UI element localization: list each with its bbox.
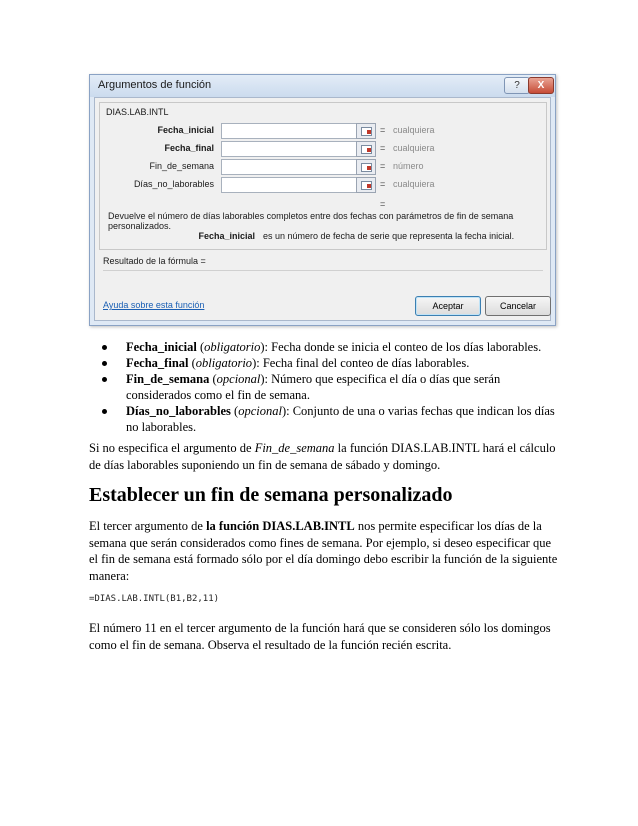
result-equals: = (380, 199, 386, 209)
formula-result: Resultado de la fórmula = (103, 256, 206, 266)
divider (103, 270, 543, 271)
arg-value-fecha-inicial: cualquiera (393, 125, 435, 135)
list-item: Fecha_inicial (obligatorio): Fecha donde se inicia el conteo de los días laborables. (100, 339, 560, 355)
range-select-icon[interactable] (356, 159, 376, 175)
arg-equals: = (380, 143, 386, 153)
arg-label-fecha-inicial: Fecha_inicial (157, 125, 214, 135)
list-item: Fecha_final (obligatorio): Fecha final del conteo de días laborables. (100, 355, 560, 371)
para1-part-a: Si no especifica el argumento de (89, 441, 255, 455)
close-icon[interactable]: X (528, 77, 554, 94)
function-description: Devuelve el número de días laborables completos entre dos fechas con parámetros de fin de semana personalizados. (108, 211, 514, 231)
help-icon[interactable]: ? (504, 77, 530, 94)
bullet-text: Fecha donde se inicia el conteo de los días laborables. (271, 340, 542, 354)
paragraph-third-argument (89, 518, 559, 584)
arg-label-fin-de-semana: Fin_de_semana (149, 161, 214, 171)
bullet-text: Fecha final del conteo de días laborables. (262, 356, 470, 370)
bullet-name: Días_no_laborables (126, 404, 231, 418)
arguments-group (99, 102, 547, 250)
fin-de-semana-input[interactable] (221, 159, 357, 175)
arg-label-fecha-final: Fecha_final (164, 143, 214, 153)
bullet-icon (102, 361, 107, 366)
arg-value-dias-no-laborables: cualquiera (393, 179, 435, 189)
fecha-final-input[interactable] (221, 141, 357, 157)
range-select-icon[interactable] (356, 141, 376, 157)
arg-equals: = (380, 161, 386, 171)
range-select-icon[interactable] (356, 123, 376, 139)
arg-equals: = (380, 179, 386, 189)
accept-button[interactable]: Aceptar (415, 296, 481, 316)
bullet-qualifier: opcional (238, 404, 282, 418)
arg-equals: = (380, 125, 386, 135)
cancel-button[interactable]: Cancelar (485, 296, 551, 316)
bullet-name: Fecha_final (126, 356, 189, 370)
arg-value-fin-de-semana: número (393, 161, 424, 171)
paragraph-result: El número 11 en el tercer argumento de la función hará que se consideren sólo los domingos como el fin de semana. Observa el resultado de la función recién escrita. (89, 621, 551, 652)
list-item: Días_no_laborables (opcional): Conjunto de una o varias fechas que indican los días no laborables. (100, 403, 560, 435)
fecha-inicial-input[interactable] (221, 123, 357, 139)
function-arguments-dialog (89, 74, 556, 326)
help-link[interactable]: Ayuda sobre esta función (103, 300, 205, 310)
argument-list (100, 339, 560, 435)
section-heading: Establecer un fin de semana personalizado (89, 484, 453, 506)
dialog-body (94, 97, 551, 321)
bullet-qualifier: obligatorio (195, 356, 253, 370)
para2-part-b: nos permite especificar los días de la semana que serán considerados como fines de semana. Por ejemplo, si deseo especificar que el fin de semana está formado sólo por el día domingo debo escribir la función de la siguiente manera: (89, 519, 558, 583)
bullet-name: Fecha_inicial (126, 340, 197, 354)
bullet-qualifier: opcional (216, 372, 261, 386)
bullet-text: Conjunto de una o varias fechas que indican los días no laborables. (126, 404, 555, 434)
bullet-icon (102, 409, 107, 414)
paragraph-default-weekend (89, 440, 559, 473)
list-item: Fin_de_semana (opcional): Número que especifica el día o días que serán considerados como el fin de semana. (100, 371, 560, 403)
bullet-text: Número que especifica el día o días que serán considerados como el fin de semana. (126, 372, 501, 402)
arg-label-dias-no-laborables: Días_no_laborables (133, 179, 214, 189)
bullet-qualifier: obligatorio (204, 340, 261, 354)
range-select-icon[interactable] (356, 177, 376, 193)
para1-part-b: la función DIAS.LAB.INTL hará el cálculo de días laborables suponiendo un fin de semana de sábado y domingo. (89, 441, 556, 472)
arg-value-fecha-final: cualquiera (393, 143, 435, 153)
dialog-title: Argumentos de función (98, 79, 212, 91)
bullet-name: Fin_de_semana (126, 372, 210, 386)
dialog-titlebar (90, 75, 555, 97)
para1-emphasis: Fin_de_semana (254, 441, 335, 455)
bullet-icon (102, 377, 107, 382)
para2-strong: la función DIAS.LAB.INTL (206, 519, 355, 533)
formula-code: =DIAS.LAB.INTL(B1,B2,11) (89, 594, 220, 604)
dias-no-laborables-input[interactable] (221, 177, 357, 193)
function-name: DIAS.LAB.INTL (106, 107, 169, 117)
para2-part-a: El tercer argumento de (89, 519, 207, 533)
param-description: es un número de fecha de serie que representa la fecha inicial. (263, 231, 515, 241)
param-name: Fecha_inicial (198, 231, 255, 241)
bullet-icon (102, 345, 107, 350)
